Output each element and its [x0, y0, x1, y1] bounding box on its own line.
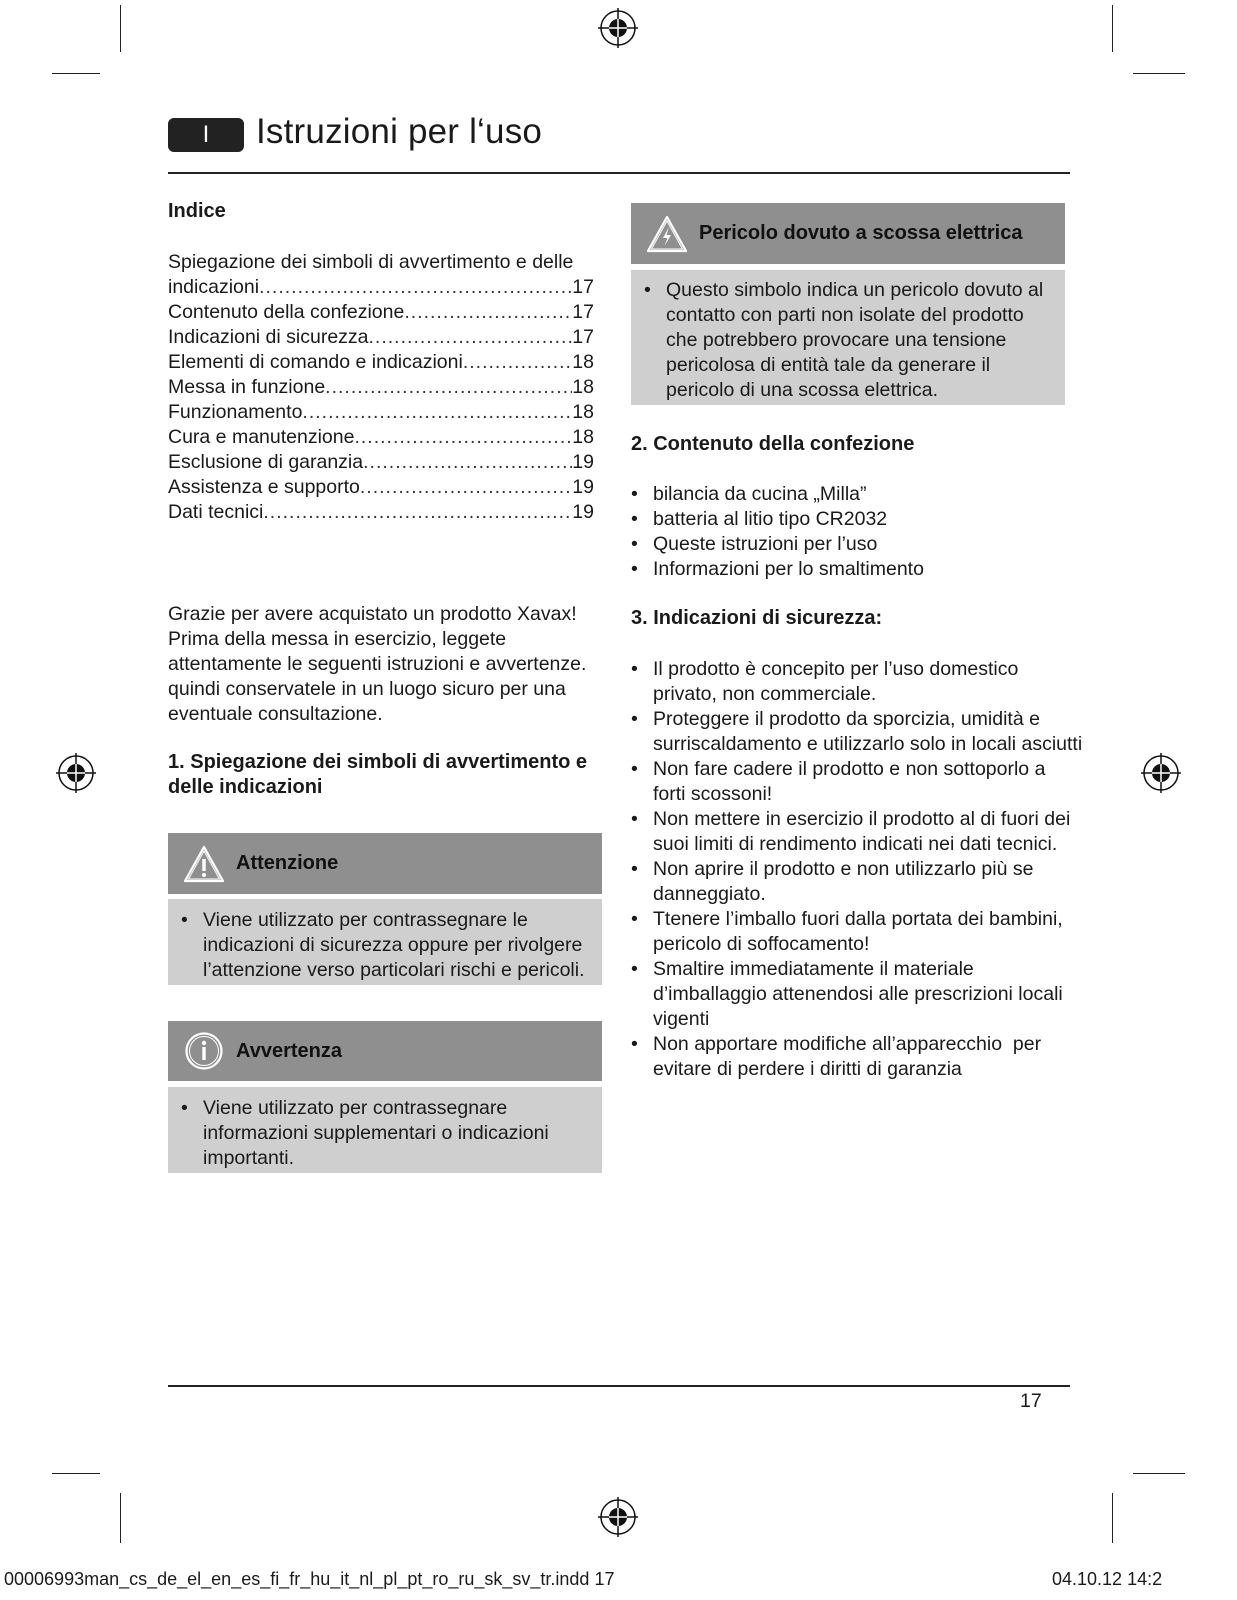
- note-box-title: Avvertenza: [236, 1039, 342, 1062]
- list-item: • Queste istruzioni per l’uso: [631, 532, 1071, 557]
- toc-entry[interactable]: Assistenza e supporto ..... 19: [168, 475, 594, 500]
- index-heading: Indice: [168, 200, 226, 222]
- registration-mark-icon: [1141, 753, 1181, 793]
- package-contents-list: [631, 482, 1071, 582]
- section-1-heading: 1. Spiegazione dei simboli di avvertimento e delle indicazioni: [168, 751, 588, 798]
- footer-rule: [168, 1385, 1070, 1387]
- shock-box-body: [631, 270, 1065, 405]
- electric-hazard-icon: [645, 214, 689, 254]
- crop-mark: [52, 73, 100, 74]
- crop-mark: [120, 1493, 121, 1543]
- crop-mark: [1133, 1473, 1185, 1474]
- attention-box-body: [168, 899, 602, 985]
- shock-box-title: Pericolo dovuto a scossa elettrica: [699, 222, 1023, 244]
- attention-box-header: [168, 833, 602, 894]
- list-item: • Viene utilizzato per contrassegnare informazioni supplementari o indicazioni importanti.: [181, 1096, 602, 1171]
- intro-paragraph: Grazie per avere acquistato un prodotto Xavax! Prima della messa in esercizio, leggete attentamente le seguenti istruzioni e avvertenze. quindi conservatele in un luogo sicuro per una eventuale consultazione.: [168, 603, 587, 725]
- note-box-header: [168, 1021, 602, 1081]
- toc-entry[interactable]: Indicazioni di sicurezza ..... 17: [168, 325, 594, 350]
- list-item: • Informazioni per lo smaltimento: [631, 557, 1071, 582]
- toc-entry-first-line: Spiegazione dei simboli di avvertimento e delle: [168, 251, 574, 273]
- section-2-heading: 2. Contenuto della confezione: [631, 433, 915, 455]
- toc-entry[interactable]: Messa in funzione ..... 18: [168, 375, 594, 400]
- toc-entry[interactable]: Funzionamento ..... 18: [168, 400, 594, 425]
- list-item: • Non aprire il prodotto e non utilizzarlo più se danneggiato.: [631, 857, 1081, 907]
- list-item: • Il prodotto è concepito per l’uso domestico privato, non commerciale.: [631, 657, 1081, 707]
- print-date: 04.10.12 14:2: [1052, 1569, 1163, 1589]
- toc-entry[interactable]: Cura e manutenzione ..... 18: [168, 425, 594, 450]
- crop-mark: [1112, 1493, 1113, 1543]
- toc-entry[interactable]: indicazioni ..... 17: [168, 275, 594, 300]
- info-icon: [182, 1031, 226, 1071]
- crop-mark: [1112, 5, 1113, 52]
- header-rule: [168, 172, 1070, 174]
- list-item: • batteria al litio tipo CR2032: [631, 507, 1071, 532]
- list-item: • bilancia da cucina „Milla”: [631, 482, 1071, 507]
- crop-mark: [120, 5, 121, 52]
- list-item: • Non apportare modifiche all’apparecchio per evitare di perdere i diritti di garanzia: [631, 1032, 1081, 1082]
- toc-entry[interactable]: Esclusione di garanzia ..... 19: [168, 450, 594, 475]
- table-of-contents: [168, 250, 594, 525]
- list-item: • Proteggere il prodotto da sporcizia, umidità e surriscaldamento e utilizzarlo solo in locali asciutti: [631, 707, 1081, 757]
- crop-mark: [1133, 73, 1185, 74]
- list-item: • Smaltire immediatamente il materiale d’imballaggio attenendosi alle prescrizioni locali vigenti: [631, 957, 1081, 1032]
- list-item: • Viene utilizzato per contrassegnare le indicazioni di sicurezza oppure per rivolgere l’attenzione verso particolari rischi e pericoli.: [181, 908, 602, 983]
- registration-mark-icon: [598, 8, 638, 48]
- print-slug: 00006993man_cs_de_el_en_es_fi_fr_hu_it_nl_pl_pt_ro_ru_sk_sv_tr.indd 17: [4, 1569, 615, 1589]
- list-item: • Ttenere l’imballo fuori dalla portata dei bambini, pericolo di soffocamento!: [631, 907, 1081, 957]
- registration-mark-icon: [56, 753, 96, 793]
- registration-mark-icon: [598, 1497, 638, 1537]
- toc-entry[interactable]: Contenuto della confezione ..... 17: [168, 300, 594, 325]
- toc-entry[interactable]: Elementi di comando e indicazioni ..... 18: [168, 350, 594, 375]
- toc-entry[interactable]: Dati tecnici ..... 19: [168, 500, 594, 525]
- page-number: 17: [1020, 1390, 1042, 1412]
- list-item: • Non mettere in esercizio il prodotto al di fuori dei suoi limiti di rendimento indicati nei dati tecnici.: [631, 807, 1081, 857]
- safety-instructions-list: [631, 657, 1081, 1082]
- attention-box-title: Attenzione: [236, 852, 339, 874]
- warning-triangle-icon: [182, 844, 226, 884]
- list-item: • Non fare cadere il prodotto e non sottoporlo a forti scossoni!: [631, 757, 1081, 807]
- list-item: • Questo simbolo indica un pericolo dovuto al contatto con parti non isolate del prodotto che potrebbero provocare una tensione pericolosa di entità tale da generare il pericolo di una scossa elettrica.: [644, 278, 1065, 403]
- note-box-body: [168, 1087, 602, 1173]
- page-title: Istruzioni per l‘uso: [256, 112, 543, 151]
- language-tab: I: [168, 118, 244, 152]
- crop-mark: [52, 1473, 100, 1474]
- section-3-heading: 3. Indicazioni di sicurezza:: [631, 607, 883, 629]
- shock-box-header: [631, 203, 1065, 264]
